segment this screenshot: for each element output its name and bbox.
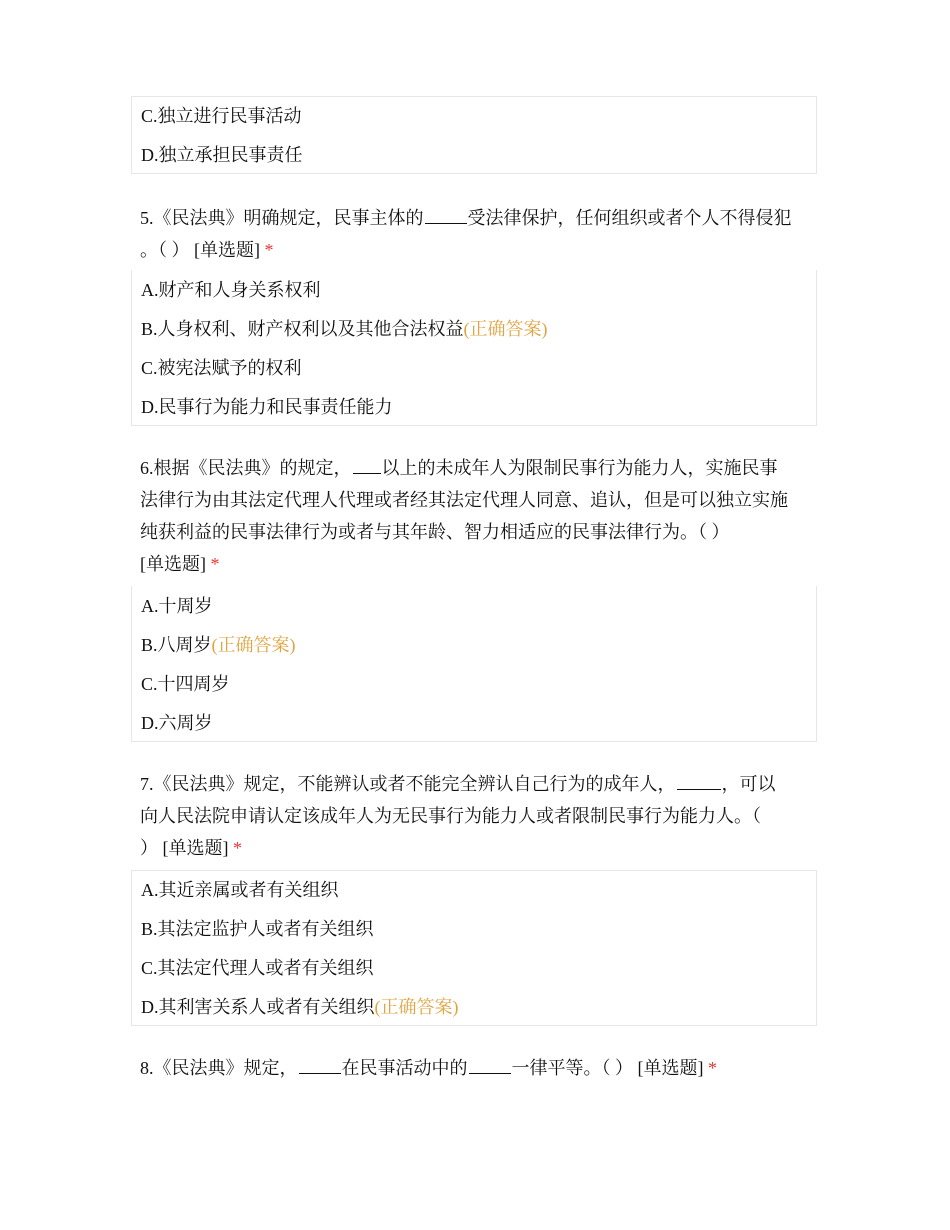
option-c[interactable] (141, 105, 302, 127)
question-text: 纯获利益的民事法律行为或者与其年龄、智力相适应的民事法律行为。（ ） (140, 522, 730, 542)
option-label: C.十四周岁 (141, 674, 230, 694)
option-c[interactable] (141, 357, 302, 379)
q4-options-box (131, 96, 817, 174)
blank (469, 1055, 511, 1074)
option-label: D.六周岁 (141, 713, 213, 733)
blank (299, 1055, 341, 1074)
option-label: C.独立进行民事活动 (141, 106, 302, 126)
option-label: D.民事行为能力和民事责任能力 (141, 397, 393, 417)
option-label: B.其法定监护人或者有关组织 (141, 919, 374, 939)
option-label: D.独立承担民事责任 (141, 145, 303, 165)
required-mark: * (708, 1058, 717, 1078)
option-label: A.十周岁 (141, 596, 213, 616)
question-text: 在民事活动中的 (341, 1058, 468, 1078)
question-type: [单选题] (140, 554, 206, 574)
question-5 (140, 202, 820, 266)
question-type: 一律平等。（ ） [单选题] (511, 1058, 704, 1078)
question-type: 。（ ） [单选题] (140, 240, 260, 260)
question-text: 6.根据《民法典》的规定， (140, 458, 352, 478)
required-mark: * (210, 554, 220, 574)
option-d[interactable] (141, 996, 459, 1018)
option-label: A.财产和人身关系权利 (141, 280, 321, 300)
blank (425, 205, 467, 224)
required-mark: * (264, 240, 274, 260)
option-label: B.人身权利、财产权利以及其他合法权益 (141, 319, 464, 339)
q6-options-box (131, 586, 817, 742)
question-text: 以上的未成年人为限制民事行为能力人，实施民事 (381, 458, 778, 478)
option-a[interactable] (141, 595, 213, 617)
correct-answer-tag: (正确答案) (463, 319, 548, 339)
blank (677, 771, 721, 790)
option-b[interactable] (141, 918, 374, 940)
question-text: ，可以 (721, 774, 776, 794)
question-7 (140, 768, 820, 864)
option-a[interactable] (141, 279, 321, 301)
blank (353, 455, 381, 474)
question-text: 8.《民法典》规定， (140, 1058, 298, 1078)
question-text: 5.《民法典》明确规定，民事主体的 (140, 208, 424, 228)
required-mark: * (233, 838, 242, 858)
correct-answer-tag: (正确答案) (374, 997, 459, 1017)
option-d[interactable] (141, 144, 303, 166)
option-label: C.被宪法赋予的权利 (141, 358, 302, 378)
question-8 (140, 1052, 820, 1084)
option-c[interactable] (141, 673, 230, 695)
option-b[interactable] (141, 318, 548, 340)
option-c[interactable] (141, 957, 374, 979)
option-label: C.其法定代理人或者有关组织 (141, 958, 374, 978)
option-label: B.八周岁 (141, 635, 212, 655)
option-a[interactable] (141, 879, 339, 901)
question-text: 向人民法院申请认定该成年人为无民事行为能力人或者限制民事行为能力人。（ (140, 806, 761, 826)
question-6 (140, 452, 820, 580)
option-label: A.其近亲属或者有关组织 (141, 880, 339, 900)
q5-options-box (131, 270, 817, 426)
q7-options-box (131, 870, 817, 1026)
question-text: 受法律保护，任何组织或者个人不得侵犯 (467, 208, 792, 228)
question-type: ） [单选题] (140, 838, 229, 858)
question-text: 7.《民法典》规定，不能辨认或者不能完全辨认自己行为的成年人， (140, 774, 676, 794)
option-d[interactable] (141, 712, 213, 734)
option-d[interactable] (141, 396, 393, 418)
option-b[interactable] (141, 634, 296, 656)
correct-answer-tag: (正确答案) (211, 635, 296, 655)
question-text: 法律行为由其法定代理人代理或者经其法定代理人同意、追认，但是可以独立实施 (140, 490, 788, 510)
option-label: D.其利害关系人或者有关组织 (141, 997, 375, 1017)
